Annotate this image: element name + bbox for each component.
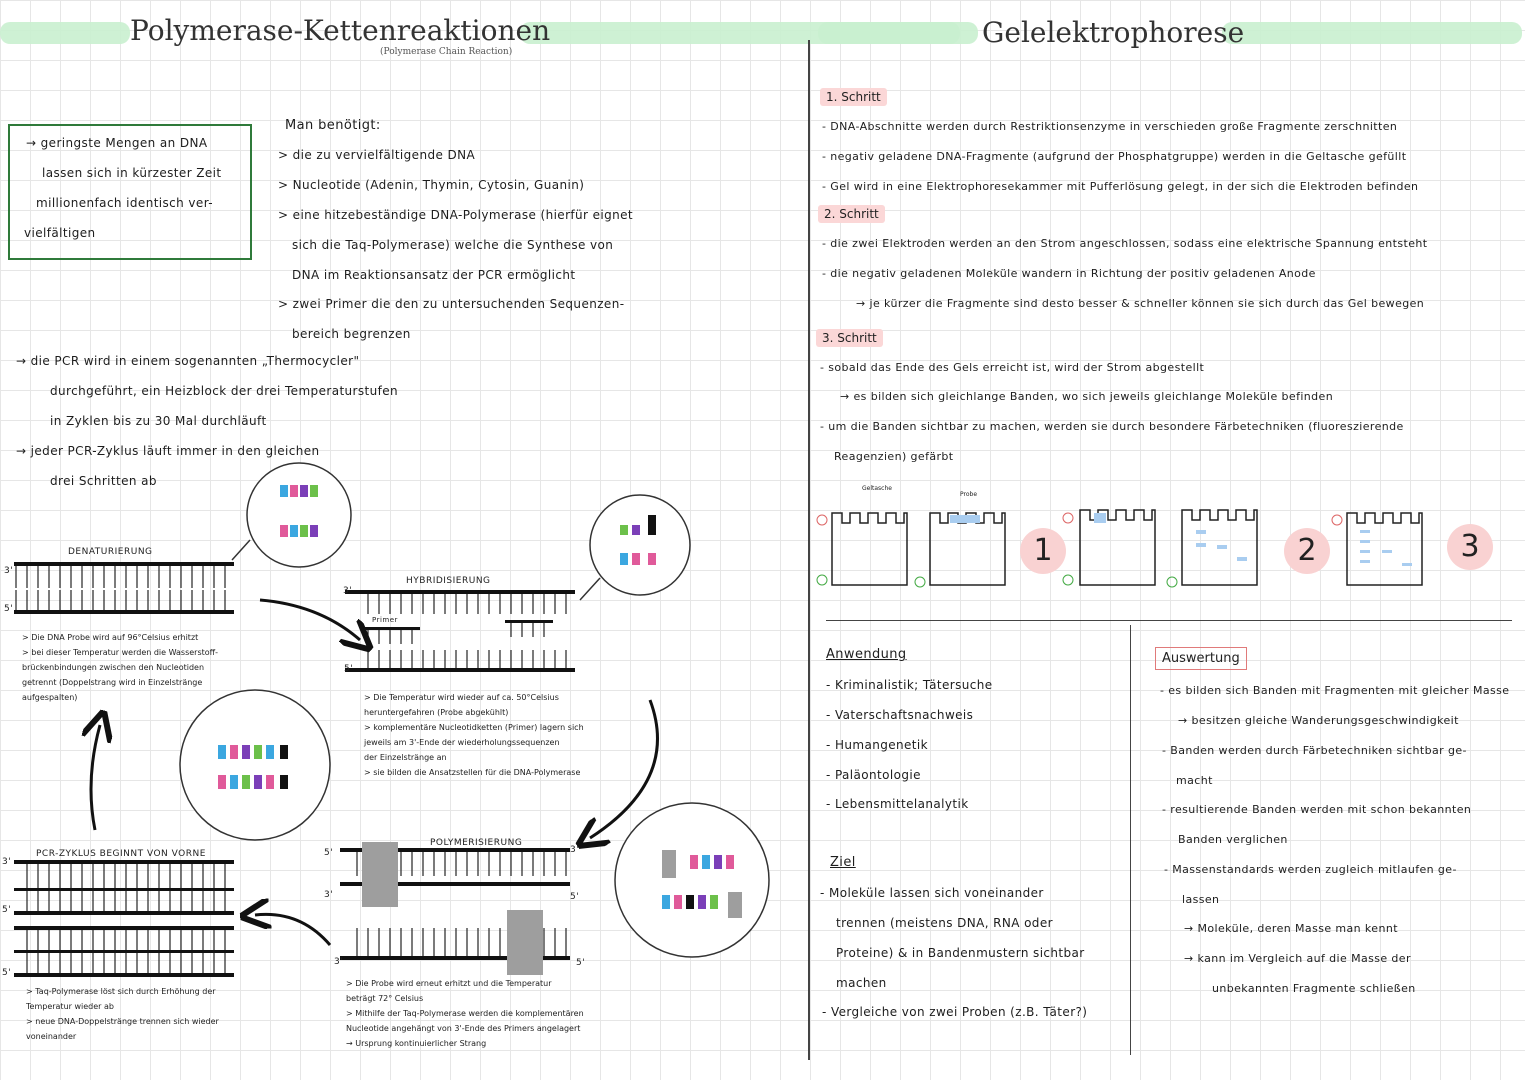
step1-line: - DNA-Abschnitte werden durch Restriktionsenzyme in verschieden große Fragmente zerschnitten (822, 120, 1398, 133)
evaluation-line: unbekannten Fragmente schließen (1212, 982, 1416, 995)
requirement-item: sich die Taq-Polymerase) welche die Synthese von (292, 238, 614, 252)
boxed-note-line: lassen sich in kürzester Zeit (42, 166, 222, 180)
end-label-5: 5' (576, 958, 586, 968)
restart-notes: > Taq-Polymerase löst sich durch Erhöhung der Temperatur wieder ab > neue DNA-Doppelstränge trennen sich wieder voneinander (26, 987, 219, 1041)
polymerisation-label: POLYMERISIERUNG (430, 838, 523, 848)
evaluation-line: → besitzen gleiche Wanderungsgeschwindigkeit (1178, 714, 1459, 727)
step2-line: - die negativ geladenen Moleküle wandern in Richtung der positiv geladenen Anode (822, 267, 1316, 280)
gel-number-1: 1 (1020, 528, 1066, 574)
hybridisation-notes: > Die Temperatur wird wieder auf ca. 50°Celsius heruntergefahren (Probe abgekühlt) > komplementäre Nucleotidketten (Primer) lagern sich jeweils am 3'-Ende der wiederholungssequenzen der Einzelstränge an > sie bilden die Ansatzstellen für die DNA-Polymerase (364, 693, 584, 777)
left-title: Polymerase-Kettenreaktionen (130, 14, 551, 47)
thermo-line: in Zyklen bis zu 30 Mal durchläuft (50, 414, 267, 428)
sample-label: Probe (960, 491, 978, 498)
step1-line: - Gel wird in eine Elektrophoresekammer mit Pufferlösung gelegt, in der sich die Elektroden befinden (822, 180, 1419, 193)
polymerisation-notes: > Die Probe wird erneut erhitzt und die Temperatur beträgt 72° Celsius > Mithilfe der Taq-Polymerase werden die komplementären Nucleotide angehängt von 3'-Ende des Primers angelagert → Ursprung kontinuierlicher Strang (346, 979, 584, 1048)
end-label-5: 5' (570, 892, 580, 902)
gel-number-3: 3 (1447, 524, 1493, 570)
column-divider (1130, 625, 1131, 1055)
step3-line: - sobald das Ende des Gels erreicht ist, wird der Strom abgestellt (820, 361, 1205, 374)
goal-label: Ziel (830, 855, 856, 870)
goal-line: trennen (meistens DNA, RNA oder (836, 916, 1053, 930)
application-label: Anwendung (826, 647, 907, 662)
goal-line: machen (836, 976, 887, 990)
end-label-5: 5' (2, 968, 12, 978)
step3-line: Reagenzien) gefärbt (834, 450, 954, 463)
evaluation-line: - Massenstandards werden zugleich mitlaufen ge- (1164, 863, 1457, 876)
evaluation-label: Auswertung (1155, 647, 1247, 670)
end-label-3: 3' (334, 957, 344, 967)
evaluation-line: → Moleküle, deren Masse man kennt (1184, 922, 1398, 935)
goal-line: Proteine) & in Bandenmustern sichtbar (836, 946, 1085, 960)
end-label-3: 3' (324, 890, 334, 900)
step3-label: 3. Schritt (816, 329, 883, 347)
denaturation-label: DENATURIERUNG (68, 547, 153, 557)
right-title: Gelelektrophorese (982, 16, 1245, 49)
evaluation-line: - resultierende Banden werden mit schon bekannten (1162, 803, 1472, 816)
gel-diagrams (812, 485, 1522, 595)
evaluation-line: macht (1176, 774, 1213, 787)
primer-label: Primer (372, 616, 398, 624)
evaluation-line: → kann im Vergleich auf die Masse der (1184, 952, 1411, 965)
thermo-line: durchgeführt, ein Heizblock der drei Temperaturstufen (50, 384, 399, 398)
restart-label: PCR-ZYKLUS BEGINNT VON VORNE (36, 849, 206, 859)
thermo-line: drei Schritten ab (50, 474, 157, 488)
step3-line: - um die Banden sichtbar zu machen, werden sie durch besondere Färbetechniken (fluoreszierende (820, 420, 1404, 433)
hybridisation-strands (345, 590, 575, 672)
application-item: - Humangenetik (826, 738, 928, 752)
gel-number-2: 2 (1284, 528, 1330, 574)
thermo-line: → die PCR wird in einem sogenannten „Thermocycler" (16, 354, 360, 368)
left-subtitle: (Polymerase Chain Reaction) (380, 47, 513, 57)
hybridisation-label: HYBRIDISIERUNG (406, 576, 491, 586)
polymerisation-strands (340, 842, 570, 975)
boxed-note-line: → geringste Mengen an DNA (26, 136, 208, 150)
step3-line: → es bilden sich gleichlange Banden, wo sich jeweils gleichlange Moleküle befinden (840, 390, 1334, 403)
end-label-5: 5' (344, 664, 354, 674)
end-label-5: 5' (2, 905, 12, 915)
section-divider (826, 620, 1512, 621)
requirement-item: > Nucleotide (Adenin, Thymin, Cytosin, Guanin) (278, 178, 585, 192)
step1-line: - negativ geladene DNA-Fragmente (aufgrund der Phosphatgruppe) werden in die Geltasche gefüllt (822, 150, 1407, 163)
application-item: - Lebensmittelanalytik (826, 797, 969, 811)
end-label-5: 5' (324, 848, 334, 858)
end-label-5: 5' (4, 604, 14, 614)
application-item: - Kriminalistik; Tätersuche (826, 678, 993, 692)
step2-label: 2. Schritt (818, 205, 885, 223)
evaluation-line: Banden verglichen (1178, 833, 1288, 846)
step2-line: → je kürzer die Fragmente sind desto besser & schneller können sie sich durch das Gel bewegen (856, 297, 1425, 310)
goal-line: - Vergleiche von zwei Proben (z.B. Täter?) (822, 1005, 1088, 1019)
end-label-3: 3' (343, 586, 353, 596)
evaluation-line: - Banden werden durch Färbetechniken sichtbar ge- (1162, 744, 1467, 757)
evaluation-line: - es bilden sich Banden mit Fragmenten mit gleicher Masse (1160, 684, 1510, 697)
goal-line: - Moleküle lassen sich voneinander (820, 886, 1044, 900)
requirements-heading: Man benötigt: (285, 118, 381, 133)
denaturation-strands (14, 562, 234, 614)
step2-line: - die zwei Elektroden werden an den Strom angeschlossen, sodass eine elektrische Spannung entsteht (822, 237, 1428, 250)
application-item: - Paläontologie (826, 768, 921, 782)
restart-strands (14, 860, 234, 977)
requirement-item: > eine hitzebeständige DNA-Polymerase (hierfür eignet (278, 208, 634, 222)
boxed-note-line: vielfältigen (24, 226, 96, 240)
application-item: - Vaterschaftsnachweis (826, 708, 974, 722)
end-label-3: 3' (570, 845, 580, 855)
step1-label: 1. Schritt (820, 88, 887, 106)
pocket-label: Geltasche (862, 485, 892, 492)
requirement-item: bereich begrenzen (292, 327, 411, 341)
requirement-item: > zwei Primer die den zu untersuchenden Sequenzen- (278, 297, 625, 311)
boxed-note-line: millionenfach identisch ver- (36, 196, 213, 210)
requirement-item: DNA im Reaktionsansatz der PCR ermöglicht (292, 268, 576, 282)
evaluation-line: lassen (1182, 893, 1220, 906)
thermo-line: → jeder PCR-Zyklus läuft immer in den gleichen (16, 444, 320, 458)
end-label-3: 3' (2, 857, 12, 867)
denaturation-notes: > Die DNA Probe wird auf 96°Celsius erhitzt > bei dieser Temperatur werden die Wasserstoff- brückenbindungen zwischen den Nucleotiden getrennt (Doppelstrang wird in Einzelstränge aufgespalten) (22, 633, 219, 702)
page-divider (808, 40, 810, 1060)
end-label-3: 3' (4, 566, 14, 576)
requirement-item: > die zu vervielfältigende DNA (278, 148, 476, 162)
